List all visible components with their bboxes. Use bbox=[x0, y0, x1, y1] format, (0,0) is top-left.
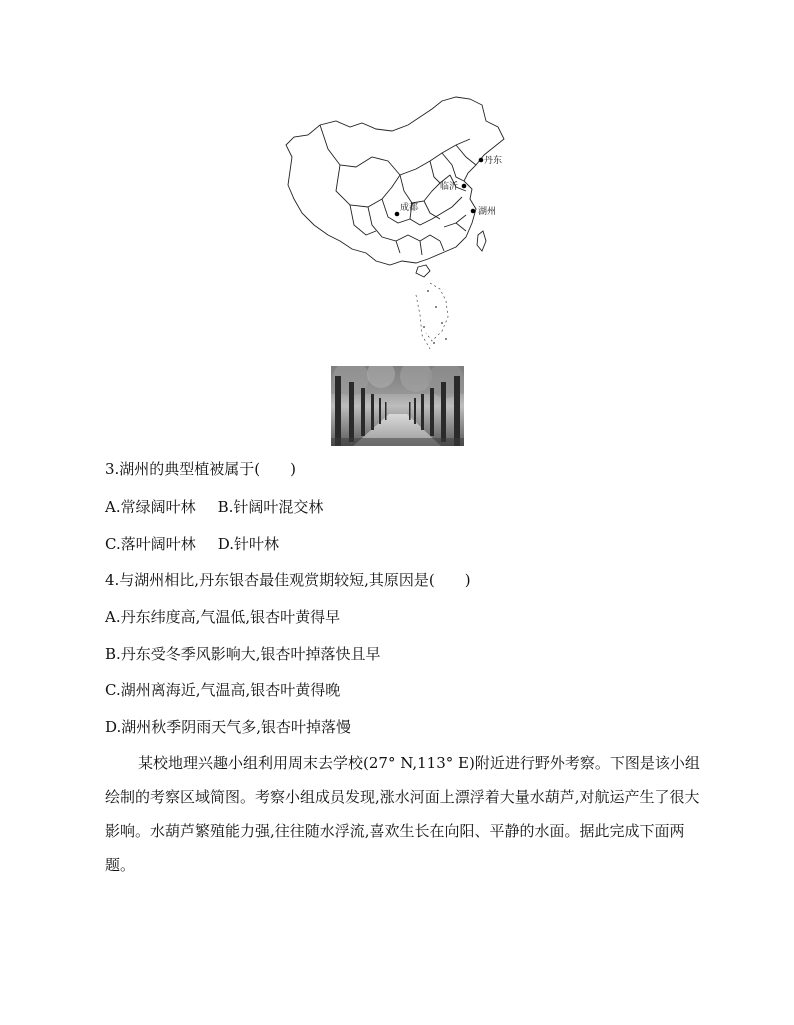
question-4-option-b[interactable]: B.丹东受冬季风影响大,银杏叶掉落快且早 bbox=[105, 645, 381, 663]
passage-text: 某校地理兴趣小组利用周末去学校(27° N,113° E)附近进行野外考察。下图是该小组绘制的考察区域简图。考察小组成员发现,涨水河面上漂浮着大量水葫芦,对航运产生了很大影响。水葫芦繁殖能力强,往往随水浮流,喜欢生长在向阳、平静的水面。据此完成下面两题。 bbox=[105, 754, 700, 874]
map-outline bbox=[286, 97, 504, 265]
huzhou-dot bbox=[471, 209, 476, 214]
question-4-option-a[interactable]: A.丹东纬度高,气温低,银杏叶黄得早 bbox=[105, 608, 341, 626]
chengdu-dot bbox=[395, 212, 400, 217]
linyi-label: 临沂 bbox=[440, 182, 459, 192]
question-4-option-d[interactable]: D.湖州秋季阴雨天气多,银杏叶掉落慢 bbox=[105, 718, 352, 736]
question-4-stem: 4.与湖州相比,丹东银杏最佳观赏期较短,其原因是( ) bbox=[105, 571, 471, 589]
question-3-option-a[interactable]: A.常绿阔叶林 bbox=[105, 498, 196, 516]
question-3-options-row-1 bbox=[105, 497, 323, 517]
china-map bbox=[280, 95, 510, 360]
question-3-stem: 3.湖州的典型植被属于( ) bbox=[105, 460, 297, 478]
question-4-option-c[interactable]: C.湖州离海近,气温高,银杏叶黄得晚 bbox=[105, 681, 341, 699]
chengdu-label: 成都 bbox=[400, 203, 419, 213]
huzhou-label: 湖州 bbox=[478, 207, 497, 217]
question-3-options-row-2 bbox=[105, 534, 279, 554]
question-3-option-d[interactable]: D.针叶林 bbox=[217, 535, 279, 553]
ginkgo-avenue-photo bbox=[331, 366, 464, 446]
passage bbox=[105, 746, 705, 882]
dandong-label: 丹东 bbox=[484, 156, 503, 166]
linyi-dot bbox=[462, 184, 467, 189]
dandong-dot bbox=[479, 158, 484, 163]
question-3-option-c[interactable]: C.落叶阔叶林 bbox=[105, 535, 196, 553]
question-3-option-b[interactable]: B.针阔叶混交林 bbox=[217, 498, 324, 516]
